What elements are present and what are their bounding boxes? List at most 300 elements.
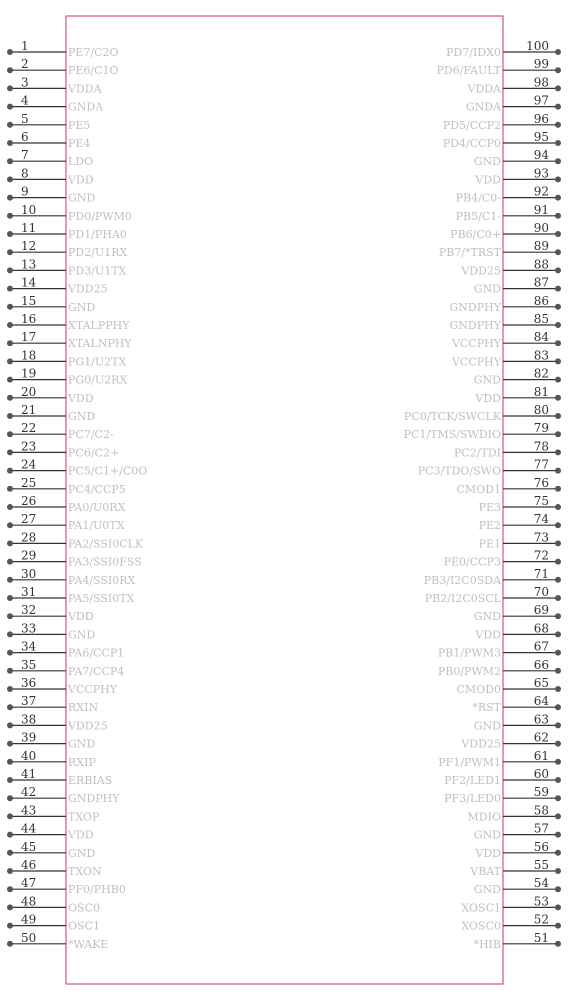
pin-name: PB7/*TRST bbox=[438, 246, 501, 260]
pin-name: VDD25 bbox=[68, 719, 108, 733]
pin-number: 99 bbox=[533, 57, 549, 72]
pin-end-dot bbox=[555, 504, 561, 510]
pin bbox=[7, 185, 95, 205]
pin-number: 71 bbox=[533, 566, 549, 581]
pin-name: PC5/C1+/C0O bbox=[68, 464, 148, 478]
pin-number: 92 bbox=[533, 184, 549, 199]
pin-name: GNDPHY bbox=[449, 319, 501, 332]
pin-end-dot bbox=[7, 104, 13, 110]
pin-number: 73 bbox=[533, 530, 549, 545]
pin-end-dot bbox=[7, 595, 13, 601]
pin-end-dot bbox=[7, 85, 13, 91]
pin bbox=[7, 621, 95, 641]
pin bbox=[425, 585, 561, 605]
pin-name: PD6/FAULT bbox=[436, 64, 501, 78]
pin-name: GND bbox=[473, 373, 501, 387]
pin-number: 64 bbox=[533, 694, 549, 709]
pin bbox=[7, 767, 112, 787]
pin-end-dot bbox=[7, 377, 13, 383]
pin-end-dot bbox=[7, 486, 13, 492]
pin bbox=[7, 39, 119, 59]
pin-name: PA0/U0RX bbox=[68, 501, 126, 514]
pin bbox=[424, 567, 561, 587]
pin-name: PE5 bbox=[68, 118, 91, 132]
pin-name: PE2 bbox=[478, 519, 501, 533]
pin-number: 74 bbox=[533, 512, 549, 527]
pin-number: 50 bbox=[21, 930, 37, 945]
pin-name: PC7/C2- bbox=[68, 428, 114, 442]
pin-number: 42 bbox=[21, 785, 37, 800]
pin bbox=[7, 94, 104, 114]
pin-name: PA6/CCP1 bbox=[68, 646, 125, 660]
pin bbox=[456, 476, 561, 496]
pin-number: 1 bbox=[21, 39, 29, 53]
pin-number: 16 bbox=[21, 312, 37, 326]
pin-end-dot bbox=[7, 504, 13, 510]
pin-number: 24 bbox=[21, 457, 37, 472]
pin bbox=[7, 75, 103, 95]
pin bbox=[451, 330, 561, 350]
pin-end-dot bbox=[7, 468, 13, 474]
pin-end-dot bbox=[555, 904, 561, 910]
pin-name: PF3/LED0 bbox=[444, 792, 501, 806]
pin-number: 40 bbox=[21, 748, 37, 763]
pin bbox=[474, 822, 561, 842]
pin-number: 85 bbox=[533, 312, 549, 326]
pin-number: 30 bbox=[21, 566, 37, 581]
pin bbox=[474, 712, 561, 732]
pin-number: 53 bbox=[533, 894, 549, 909]
pin-number: 20 bbox=[21, 384, 37, 399]
pin bbox=[472, 694, 561, 714]
pin-name: PE0/CCP3 bbox=[443, 555, 501, 569]
pin-end-dot bbox=[7, 559, 13, 565]
pin-end-dot bbox=[7, 449, 13, 455]
pin-name: GND bbox=[68, 410, 96, 423]
pin-end-dot bbox=[7, 413, 13, 419]
pin-end-dot bbox=[555, 559, 561, 565]
pin-number: 88 bbox=[533, 257, 549, 272]
pin-end-dot bbox=[555, 140, 561, 146]
pin-end-dot bbox=[555, 759, 561, 765]
pin-number: 68 bbox=[533, 621, 549, 636]
pin-end-dot bbox=[7, 577, 13, 583]
pin-name: TXON bbox=[68, 865, 102, 878]
pin-name: PC1/TMS/SWDIO bbox=[403, 428, 501, 442]
pin-end-dot bbox=[555, 358, 561, 364]
pin-name: *WAKE bbox=[68, 937, 109, 951]
pin bbox=[7, 731, 95, 751]
pin-number: 13 bbox=[21, 257, 37, 272]
pin-end-dot bbox=[7, 868, 13, 874]
pin-number: 70 bbox=[533, 585, 549, 599]
pin-end-dot bbox=[555, 213, 561, 219]
pin-name: PB4/C0- bbox=[455, 191, 501, 205]
pin-name: GND bbox=[473, 155, 501, 169]
pin-name: PC2/TDI bbox=[453, 446, 501, 460]
pin bbox=[7, 294, 95, 314]
pin bbox=[479, 494, 561, 514]
pin-end-dot bbox=[555, 540, 561, 546]
pin-name: VDD bbox=[475, 628, 501, 642]
pin-number: 27 bbox=[21, 512, 37, 527]
pin-end-dot bbox=[7, 777, 13, 783]
pin-end-dot bbox=[7, 49, 13, 55]
pin-end-dot bbox=[7, 340, 13, 346]
pin-number: 48 bbox=[21, 894, 37, 909]
pin-name: PC6/C2+ bbox=[68, 446, 120, 460]
pin-end-dot bbox=[7, 431, 13, 437]
pin-name: GND bbox=[68, 628, 96, 642]
pin-number: 94 bbox=[533, 148, 549, 163]
pin-end-dot bbox=[555, 613, 561, 619]
pin-end-dot bbox=[555, 286, 561, 292]
pin bbox=[7, 894, 100, 914]
pin-end-dot bbox=[7, 832, 13, 838]
pin-end-dot bbox=[555, 941, 561, 947]
pin bbox=[461, 894, 561, 914]
pin bbox=[7, 403, 95, 423]
pin bbox=[7, 312, 130, 332]
pin-name: XOSC0 bbox=[461, 919, 501, 933]
pin bbox=[454, 439, 561, 459]
pin-end-dot bbox=[7, 67, 13, 73]
pin-name: PG1/U2TX bbox=[68, 355, 127, 369]
pin bbox=[456, 676, 561, 696]
pin-end-dot bbox=[555, 777, 561, 783]
pin bbox=[7, 57, 119, 77]
pin-number: 44 bbox=[21, 821, 37, 836]
pin-end-dot bbox=[7, 195, 13, 201]
pin-name: PE4 bbox=[68, 137, 91, 150]
pin-name: VDD25 bbox=[68, 282, 108, 296]
pin-number: 76 bbox=[533, 475, 549, 490]
pin bbox=[7, 603, 94, 623]
pin bbox=[474, 603, 561, 623]
pin bbox=[474, 276, 561, 296]
pin bbox=[7, 785, 120, 805]
pin-number: 36 bbox=[21, 676, 37, 690]
pin bbox=[7, 239, 127, 259]
pin-number: 28 bbox=[21, 530, 37, 545]
pin-name: PB0/PWM2 bbox=[437, 664, 501, 678]
pin bbox=[7, 549, 142, 569]
pin-name: PG0/U2RX bbox=[68, 373, 128, 387]
pin-name: PA7/CCP4 bbox=[68, 664, 125, 678]
pin-end-dot bbox=[7, 904, 13, 910]
pin-number: 41 bbox=[21, 767, 37, 781]
pin-end-dot bbox=[555, 67, 561, 73]
pin-end-dot bbox=[555, 468, 561, 474]
pin-number: 12 bbox=[21, 239, 37, 254]
pin bbox=[479, 530, 561, 550]
pin-end-dot bbox=[555, 176, 561, 182]
pin-end-dot bbox=[555, 231, 561, 237]
pin bbox=[474, 840, 561, 860]
pin-name: PC0/TCK/SWCLK bbox=[404, 410, 501, 423]
pin bbox=[456, 185, 561, 205]
pin bbox=[404, 421, 561, 441]
pin-name: PA4/SSI0RX bbox=[68, 573, 136, 587]
pin-number: 39 bbox=[21, 730, 37, 745]
pin-name: VDD bbox=[68, 828, 94, 842]
pin-name: PB3/I2C0SDA bbox=[423, 573, 501, 587]
pin-number: 9 bbox=[21, 184, 29, 199]
pin-end-dot bbox=[555, 104, 561, 110]
pin-name: PA1/U0TX bbox=[68, 519, 125, 533]
pin-name: PD5/CCP2 bbox=[442, 118, 501, 132]
pin-end-dot bbox=[7, 941, 13, 947]
pin-number: 90 bbox=[533, 221, 549, 235]
pin bbox=[474, 166, 561, 186]
pin-name: PB1/PWM3 bbox=[437, 646, 501, 660]
pin-end-dot bbox=[555, 377, 561, 383]
pin-number: 62 bbox=[533, 730, 549, 745]
pin bbox=[7, 567, 136, 587]
pin bbox=[7, 858, 102, 878]
pin-name: RXIP bbox=[68, 755, 96, 769]
pin-number: 77 bbox=[533, 457, 549, 472]
pin-end-dot bbox=[555, 923, 561, 929]
pin-end-dot bbox=[555, 813, 561, 819]
pin-number: 7 bbox=[21, 148, 29, 163]
pin bbox=[418, 458, 561, 478]
pin-number: 21 bbox=[21, 403, 37, 417]
pin-number: 2 bbox=[21, 57, 29, 72]
pin-end-dot bbox=[7, 668, 13, 674]
pin-number: 34 bbox=[21, 639, 37, 654]
pin bbox=[7, 166, 94, 186]
pin bbox=[473, 931, 561, 951]
pin-number: 93 bbox=[533, 166, 549, 181]
pin-name: VBAT bbox=[470, 865, 501, 878]
pin-end-dot bbox=[555, 431, 561, 437]
pin-end-dot bbox=[555, 741, 561, 747]
pin-end-dot bbox=[7, 176, 13, 182]
pin-name: PB6/C0+ bbox=[450, 228, 501, 241]
pin-end-dot bbox=[7, 759, 13, 765]
pin-name: PD7/IDX0 bbox=[446, 46, 501, 59]
pin-number: 91 bbox=[533, 202, 549, 217]
pin-end-dot bbox=[7, 686, 13, 692]
pin bbox=[7, 221, 127, 241]
pin-end-dot bbox=[555, 122, 561, 128]
pin-name: GND bbox=[473, 828, 501, 842]
pin-name: PA2/SSI0CLK bbox=[68, 537, 144, 551]
pin-number: 25 bbox=[21, 475, 37, 490]
pin-name: XTALNPHY bbox=[68, 337, 132, 351]
pin bbox=[443, 112, 561, 132]
pin-number: 43 bbox=[21, 803, 37, 818]
pin-name: GND bbox=[68, 300, 96, 314]
pin-name: RXIN bbox=[68, 701, 99, 715]
pin-number: 29 bbox=[21, 548, 37, 563]
pin-number: 98 bbox=[533, 75, 549, 90]
pin-number: 45 bbox=[21, 839, 37, 854]
pin-name: GND bbox=[68, 191, 96, 205]
pin bbox=[436, 57, 561, 77]
pin-name: VDDA bbox=[467, 82, 501, 96]
pin-number: 52 bbox=[533, 912, 549, 927]
pin bbox=[7, 694, 98, 714]
pin-name: PD1/PHA0 bbox=[68, 228, 127, 241]
pin-end-dot bbox=[555, 631, 561, 637]
pin-end-dot bbox=[555, 486, 561, 492]
pin-name: PF2/LED1 bbox=[444, 774, 501, 787]
pin-end-dot bbox=[7, 613, 13, 619]
pin bbox=[7, 712, 108, 732]
pin-number: 100 bbox=[526, 39, 549, 53]
pin bbox=[438, 749, 561, 769]
pin-end-dot bbox=[7, 650, 13, 656]
pin-end-dot bbox=[555, 449, 561, 455]
pin bbox=[450, 312, 562, 332]
pin-number: 18 bbox=[21, 348, 37, 363]
pin bbox=[474, 876, 561, 896]
pin-number: 80 bbox=[533, 403, 549, 417]
pin bbox=[460, 731, 561, 751]
pin-end-dot bbox=[555, 795, 561, 801]
pin-end-dot bbox=[555, 158, 561, 164]
pin bbox=[479, 512, 561, 532]
pin-name: OSC1 bbox=[68, 919, 100, 933]
pin-name: GND bbox=[68, 846, 96, 860]
pin-number: 17 bbox=[21, 330, 37, 345]
pin-name: GNDA bbox=[465, 100, 501, 114]
pin bbox=[7, 458, 147, 478]
pin-number: 38 bbox=[21, 712, 37, 727]
pin bbox=[404, 403, 561, 423]
pin-name: PB2/I2C0SCL bbox=[424, 592, 501, 605]
pin-name: GNDPHY bbox=[449, 300, 501, 314]
pin-number: 69 bbox=[533, 603, 549, 618]
pin-end-dot bbox=[555, 413, 561, 419]
pin bbox=[7, 148, 93, 168]
pin-name: VDD25 bbox=[461, 264, 501, 278]
pin-number: 82 bbox=[533, 366, 549, 381]
pin bbox=[7, 421, 114, 441]
pin-number: 67 bbox=[533, 639, 549, 654]
pin-end-dot bbox=[555, 395, 561, 401]
pin-end-dot bbox=[7, 231, 13, 237]
pin bbox=[474, 367, 561, 387]
pin-number: 96 bbox=[533, 111, 549, 126]
pin bbox=[7, 803, 100, 823]
pin-number: 65 bbox=[533, 676, 549, 690]
pin-number: 84 bbox=[533, 330, 549, 345]
pin-number: 72 bbox=[533, 548, 549, 563]
pin-number: 26 bbox=[21, 494, 37, 508]
pin-name: GND bbox=[473, 610, 501, 624]
pin bbox=[468, 803, 561, 823]
pin-name: PB5/C1- bbox=[455, 209, 501, 223]
pin-name: VCCPHY bbox=[68, 683, 118, 696]
pin-end-dot bbox=[7, 358, 13, 364]
pin-number: 3 bbox=[21, 75, 29, 90]
pin-name: GND bbox=[473, 719, 501, 733]
pin bbox=[7, 439, 119, 459]
pin-name: PF1/PWM1 bbox=[438, 755, 501, 769]
pin-number: 51 bbox=[533, 930, 549, 945]
pin-number: 33 bbox=[21, 621, 37, 636]
pin bbox=[7, 385, 94, 405]
pin bbox=[7, 130, 90, 150]
pin-name: PE6/C1O bbox=[68, 64, 119, 78]
pin bbox=[466, 75, 561, 95]
pin bbox=[443, 130, 561, 150]
pin bbox=[7, 367, 127, 387]
pin-name: VCCPHY bbox=[451, 337, 501, 351]
pin bbox=[474, 148, 561, 168]
pin-number: 87 bbox=[533, 275, 549, 290]
pin-name: XOSC1 bbox=[461, 901, 501, 915]
pin bbox=[466, 94, 561, 114]
pin bbox=[438, 640, 561, 660]
pin-name: *HIB bbox=[473, 937, 501, 951]
pin bbox=[450, 294, 562, 314]
pin-name: ERBIAS bbox=[68, 774, 113, 787]
pin-number: 32 bbox=[21, 603, 37, 618]
pin-number: 4 bbox=[21, 93, 29, 108]
pin-end-dot bbox=[555, 868, 561, 874]
pin-number: 5 bbox=[21, 111, 29, 126]
pin bbox=[7, 749, 96, 769]
pin-number: 61 bbox=[533, 748, 549, 763]
pin-number: 89 bbox=[533, 239, 549, 254]
pin-number: 60 bbox=[533, 767, 549, 781]
pin bbox=[7, 913, 100, 933]
pin bbox=[461, 913, 561, 933]
pin-number: 22 bbox=[21, 421, 37, 436]
pin-end-dot bbox=[7, 722, 13, 728]
pin-end-dot bbox=[555, 304, 561, 310]
pin-name: GND bbox=[68, 737, 96, 751]
pin-number: 86 bbox=[533, 293, 549, 308]
left-pin-column bbox=[7, 39, 147, 951]
pin-end-dot bbox=[7, 395, 13, 401]
pin-number: 57 bbox=[533, 821, 549, 836]
pin-end-dot bbox=[555, 267, 561, 273]
pin-end-dot bbox=[7, 213, 13, 219]
pin-number: 10 bbox=[21, 202, 37, 217]
pin-number: 35 bbox=[21, 657, 37, 672]
pin-name: GNDA bbox=[68, 100, 104, 114]
pin bbox=[7, 348, 126, 368]
pin-end-dot bbox=[7, 741, 13, 747]
pin-name: CMOD0 bbox=[456, 683, 501, 696]
pin bbox=[7, 931, 108, 951]
pin-end-dot bbox=[7, 813, 13, 819]
pin-name: PC3/TDO/SWO bbox=[417, 464, 501, 478]
pin-name: MDIO bbox=[467, 810, 501, 824]
pin-name: VDD bbox=[475, 173, 501, 187]
pin-name: PE7/C2O bbox=[68, 46, 119, 59]
pin-number: 63 bbox=[533, 712, 549, 727]
pin-end-dot bbox=[7, 322, 13, 328]
pin-end-dot bbox=[7, 522, 13, 528]
pin-number: 37 bbox=[21, 694, 37, 709]
pin bbox=[451, 348, 561, 368]
pin-number: 81 bbox=[533, 384, 549, 399]
pin bbox=[7, 840, 95, 860]
pin-number: 55 bbox=[533, 858, 549, 872]
pin-name: PD3/U1TX bbox=[68, 264, 127, 278]
pin-name: XTALPPHY bbox=[68, 319, 130, 332]
pin-end-dot bbox=[555, 577, 561, 583]
pin bbox=[456, 203, 561, 223]
pin bbox=[444, 549, 561, 569]
pin-end-dot bbox=[555, 322, 561, 328]
